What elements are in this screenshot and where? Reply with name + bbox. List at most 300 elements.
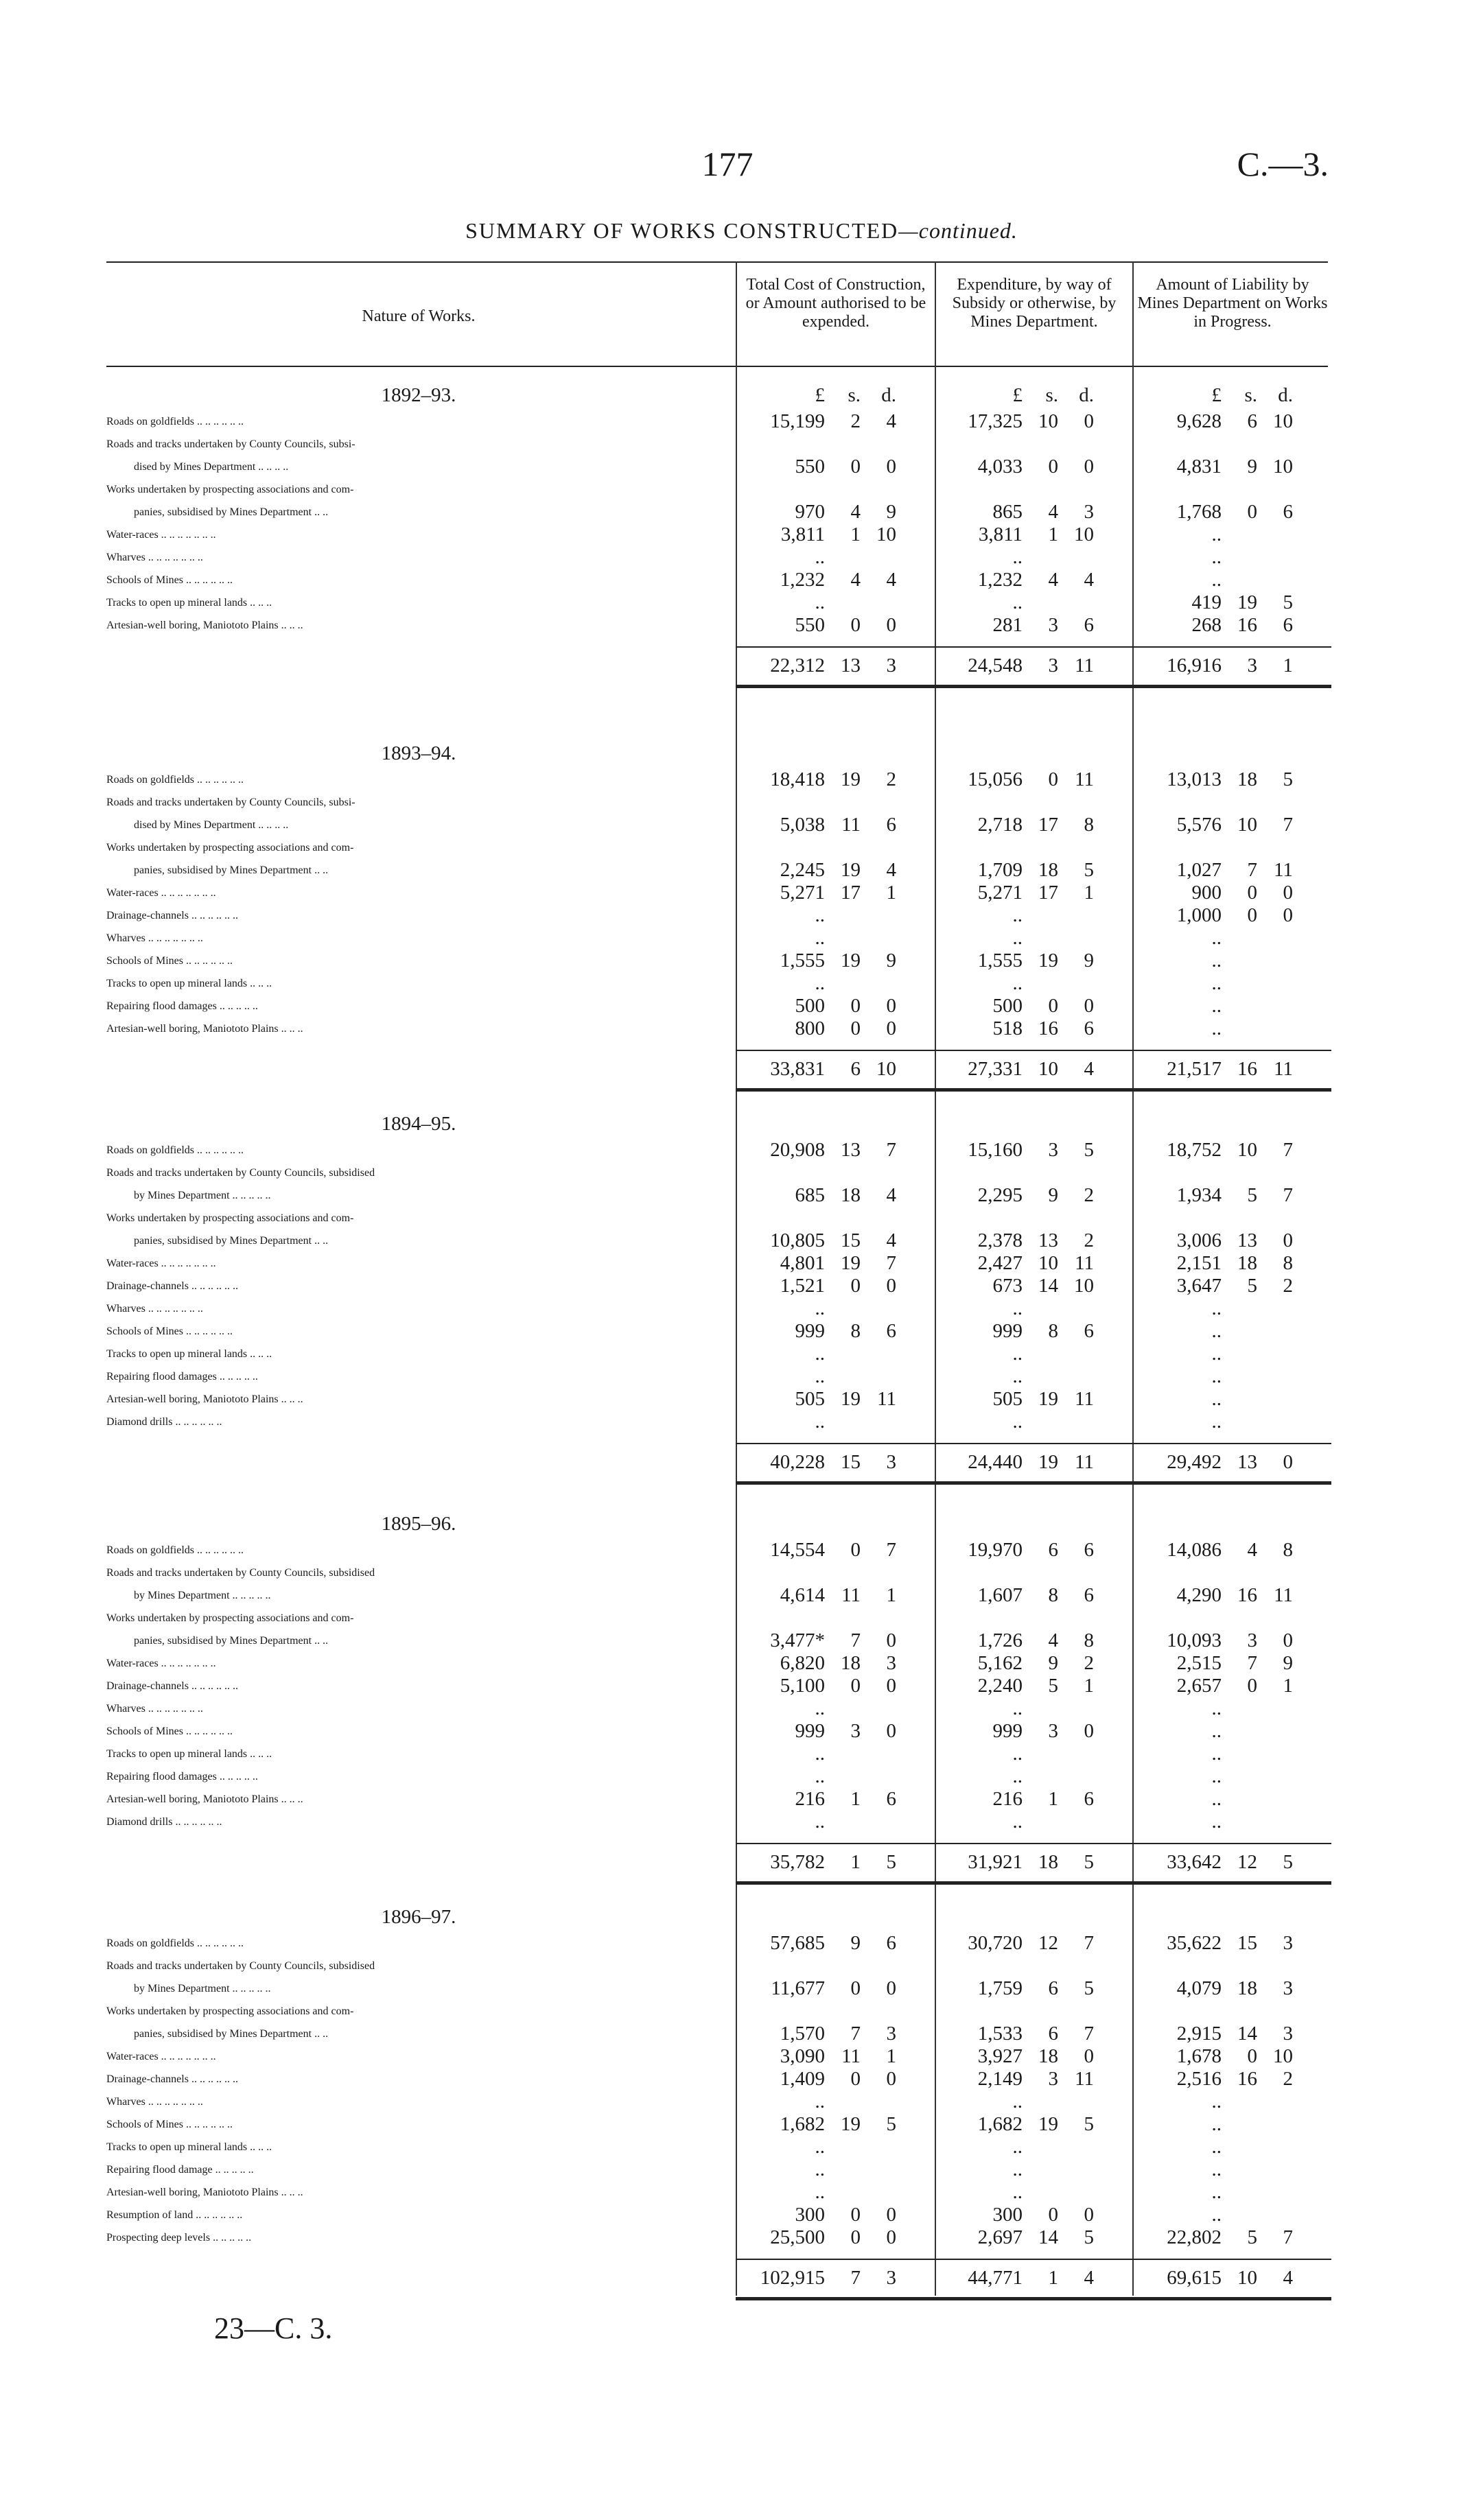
total-c2 [940, 1058, 1112, 1081]
amount-c1 [743, 614, 914, 637]
amount-pounds: 4,614 [780, 1584, 825, 1606]
amount-pounds: .. [1012, 2136, 1023, 2158]
row-label-line: Water-races .. .. .. .. .. .. .. [106, 2051, 216, 2062]
currency-header-c3: £ s. d. [1211, 384, 1293, 406]
amount-c3 [1139, 1388, 1311, 1411]
amount-shillings: 18 [1038, 2045, 1058, 2067]
amount-c2 [940, 2158, 1112, 2181]
amount-pounds: 5,576 [1176, 814, 1222, 836]
amount-pounds: .. [815, 1811, 825, 1833]
amount-c3 [1139, 1811, 1311, 1833]
amount-c3 [1139, 814, 1311, 836]
amount-pounds: 1,709 [977, 859, 1023, 881]
amount-shillings: 9 [850, 1932, 861, 1954]
amount-pounds: 685 [795, 1184, 825, 1206]
amount-pence: 3 [886, 1652, 896, 1674]
amount-c2 [940, 2226, 1112, 2249]
amount-c3 [1139, 904, 1311, 927]
amount-c1 [743, 1788, 914, 1811]
row-label-line: panies, subsidised by Mines Department .. .. [134, 1635, 329, 1647]
total-pounds: 40,228 [770, 1451, 825, 1473]
amount-shillings: 6 [1048, 1539, 1058, 1561]
amount-c1 [743, 2091, 914, 2113]
amount-pounds: .. [815, 904, 825, 926]
row-label-line: Tracks to open up mineral lands .. .. .. [106, 1348, 272, 1360]
amount-pence: 0 [886, 1275, 896, 1297]
amount-c1 [743, 2158, 914, 2181]
row-label [106, 995, 724, 1017]
amount-shillings: 0 [850, 1539, 861, 1561]
amount-shillings: 13 [841, 1139, 861, 1161]
total-shillings: 18 [1038, 1851, 1058, 1873]
amount-pounds: 1,409 [780, 2068, 825, 2090]
amount-pence: 8 [1084, 1629, 1094, 1651]
amount-shillings: 19 [1038, 950, 1058, 972]
amount-c1 [743, 950, 914, 972]
total-shillings: 12 [1237, 1851, 1257, 1873]
amount-shillings: 17 [1038, 814, 1058, 836]
amount-pence: 0 [886, 456, 896, 478]
amount-shillings: 4 [1048, 501, 1058, 523]
amount-c2 [940, 2181, 1112, 2204]
section-year: 1892–93. [381, 384, 456, 406]
amount-pounds: .. [1211, 546, 1222, 568]
row-label [106, 791, 724, 836]
amount-c3 [1139, 546, 1311, 569]
row-label [106, 2158, 724, 2181]
amount-c1 [743, 1743, 914, 1765]
amount-c3 [1139, 1252, 1311, 1275]
amount-c2 [940, 569, 1112, 591]
amount-shillings: 0 [850, 995, 861, 1017]
row-label [106, 523, 724, 546]
row-label-line: Roads and tracks undertaken by County Councils, subsidised [106, 1960, 375, 1972]
amount-c3 [1139, 614, 1311, 637]
row-label [106, 2113, 724, 2136]
amount-pounds: 1,607 [977, 1584, 1023, 1606]
amount-pence: 5 [1084, 2113, 1094, 2135]
amount-c3 [1139, 2226, 1311, 2249]
row-label-line: Roads and tracks undertaken by County Councils, subsi- [106, 438, 355, 450]
amount-shillings: 4 [1048, 1629, 1058, 1651]
amount-pounds: .. [1012, 1811, 1023, 1833]
amount-c1 [743, 1811, 914, 1833]
amount-pounds: .. [815, 1743, 825, 1765]
amount-pounds: 15,199 [770, 410, 825, 432]
amount-c3 [1139, 972, 1311, 995]
amount-pounds: 1,232 [977, 569, 1023, 591]
row-label-line: Drainage-channels .. .. .. .. .. .. [106, 1280, 238, 1292]
row-label [106, 2136, 724, 2158]
amount-c2 [940, 2091, 1112, 2113]
header-nature: Nature of Works. [362, 307, 476, 325]
amount-c3 [1139, 2068, 1311, 2091]
amount-c2 [940, 1765, 1112, 1788]
amount-pence: 9 [886, 501, 896, 523]
amount-c2 [940, 859, 1112, 882]
amount-c2 [940, 1411, 1112, 1433]
total-shillings: 1 [850, 1851, 861, 1873]
row-label-line: Roads on goldfields .. .. .. .. .. .. [106, 416, 244, 427]
amount-c1 [743, 1275, 914, 1297]
amount-c3 [1139, 591, 1311, 614]
amount-shillings: 7 [850, 1629, 861, 1651]
amount-shillings: 3 [1247, 1629, 1257, 1651]
amount-shillings: 0 [1048, 995, 1058, 1017]
amount-c1 [743, 1297, 914, 1320]
amount-pounds: 2,515 [1176, 1652, 1222, 1674]
amount-c3 [1139, 523, 1311, 546]
amount-pounds: 19,970 [968, 1539, 1023, 1561]
amount-c3 [1139, 1584, 1311, 1607]
amount-c3 [1139, 1320, 1311, 1343]
amount-c2 [940, 2113, 1112, 2136]
section-year: 1896–97. [381, 1906, 456, 1928]
amount-pence: 10 [1273, 2045, 1293, 2067]
row-label [106, 2091, 724, 2113]
amount-c3 [1139, 1411, 1311, 1433]
amount-shillings: 0 [850, 1675, 861, 1697]
amount-c3 [1139, 1275, 1311, 1297]
amount-c3 [1139, 1629, 1311, 1652]
amount-c1 [743, 2204, 914, 2226]
amount-pence: 0 [1084, 456, 1094, 478]
amount-shillings: 5 [1247, 2226, 1257, 2248]
amount-pounds: .. [1012, 1343, 1023, 1365]
row-label [106, 1697, 724, 1720]
amount-c3 [1139, 882, 1311, 904]
amount-pounds: .. [815, 1343, 825, 1365]
row-label [106, 1320, 724, 1343]
row-label [106, 546, 724, 569]
amount-shillings: 7 [1247, 859, 1257, 881]
amount-shillings: 11 [841, 814, 861, 836]
amount-c1 [743, 2136, 914, 2158]
total-c2 [940, 2267, 1112, 2289]
amount-c1 [743, 2181, 914, 2204]
amount-c3 [1139, 2204, 1311, 2226]
amount-c3 [1139, 1139, 1311, 1162]
total-pounds: 44,771 [968, 2267, 1023, 2289]
row-label [106, 768, 724, 791]
amount-pence: 1 [886, 882, 896, 904]
amount-pence: 1 [1084, 882, 1094, 904]
amount-pounds: 2,427 [977, 1252, 1023, 1274]
amount-pence: 4 [886, 410, 896, 432]
amount-pounds: 216 [795, 1788, 825, 1810]
amount-c3 [1139, 1539, 1311, 1562]
total-top-rule [736, 1443, 1331, 1444]
row-label-line: Water-races .. .. .. .. .. .. .. [106, 1658, 216, 1669]
amount-pounds: .. [815, 1765, 825, 1787]
amount-c2 [940, 814, 1112, 836]
amount-c3 [1139, 1743, 1311, 1765]
amount-shillings: 4 [850, 501, 861, 523]
amount-pence: 0 [1283, 1629, 1293, 1651]
amount-pounds: 1,682 [977, 2113, 1023, 2135]
amount-c1 [743, 591, 914, 614]
amount-pence: 6 [1084, 1320, 1094, 1342]
amount-pence: 0 [886, 1977, 896, 1999]
amount-shillings: 19 [841, 1388, 861, 1410]
row-label-line: panies, subsidised by Mines Department .. .. [134, 864, 329, 876]
amount-pounds: 300 [795, 2204, 825, 2226]
amount-shillings: 19 [1038, 2113, 1058, 2135]
amount-pence: 3 [886, 2023, 896, 2045]
amount-pence: 0 [1084, 2204, 1094, 2226]
amount-shillings: 19 [1237, 591, 1257, 613]
amount-pounds: 1,759 [977, 1977, 1023, 1999]
amount-pence: 0 [1084, 1720, 1094, 1742]
amount-pounds: .. [1211, 1411, 1222, 1433]
amount-c1 [743, 904, 914, 927]
currency-header-c1: £ s. d. [815, 384, 896, 406]
row-label-line: Roads and tracks undertaken by County Councils, subsidised [106, 1567, 375, 1579]
amount-pence: 0 [886, 1017, 896, 1039]
amount-pounds: 2,240 [977, 1675, 1023, 1697]
row-label [106, 1388, 724, 1411]
amount-c2 [940, 1539, 1112, 1562]
amount-c1 [743, 814, 914, 836]
row-label-line: Artesian-well boring, Maniototo Plains .. .. .. [106, 1793, 303, 1805]
amount-shillings: 1 [850, 523, 861, 545]
amount-shillings: 0 [1247, 2045, 1257, 2067]
row-label-line: Schools of Mines .. .. .. .. .. .. [106, 574, 233, 586]
total-shillings: 13 [1237, 1451, 1257, 1473]
amount-pounds: 300 [992, 2204, 1023, 2226]
amount-pence: 3 [1084, 501, 1094, 523]
amount-c1 [743, 2023, 914, 2045]
amount-pounds: 505 [992, 1388, 1023, 1410]
amount-shillings: 19 [1038, 1388, 1058, 1410]
amount-shillings: 3 [1048, 614, 1058, 636]
total-pence: 4 [1084, 1058, 1094, 1080]
amount-c1 [743, 2045, 914, 2068]
amount-pounds: 1,678 [1176, 2045, 1222, 2067]
amount-c3 [1139, 2113, 1311, 2136]
row-label [106, 614, 724, 637]
total-c3 [1139, 1451, 1311, 1474]
row-label [106, 1765, 724, 1788]
section-year: 1895–96. [381, 1513, 456, 1535]
amount-shillings: 0 [1247, 882, 1257, 904]
total-c2 [940, 1851, 1112, 1874]
total-shillings: 19 [1038, 1451, 1058, 1473]
amount-pounds: 1,555 [780, 950, 825, 972]
amount-c2 [940, 523, 1112, 546]
total-pounds: 29,492 [1167, 1451, 1222, 1473]
amount-pounds: .. [1211, 2158, 1222, 2180]
amount-c1 [743, 1184, 914, 1207]
amount-c3 [1139, 1365, 1311, 1388]
amount-c2 [940, 591, 1112, 614]
amount-c2 [940, 904, 1112, 927]
amount-shillings: 18 [1237, 1252, 1257, 1274]
row-label-line: Drainage-channels .. .. .. .. .. .. [106, 2073, 238, 2085]
amount-c2 [940, 1743, 1112, 1765]
row-label-line: panies, subsidised by Mines Department .. .. [134, 506, 329, 518]
column-divider-3 [1132, 261, 1134, 2296]
amount-c1 [743, 1365, 914, 1388]
amount-c2 [940, 501, 1112, 523]
amount-c3 [1139, 1297, 1311, 1320]
row-label [106, 569, 724, 591]
amount-pounds: .. [1211, 972, 1222, 994]
amount-pence: 3 [1283, 1977, 1293, 1999]
amount-pence: 0 [1283, 1229, 1293, 1251]
row-label-line: Works undertaken by prospecting associations and com- [106, 484, 354, 495]
amount-pence: 0 [1084, 2045, 1094, 2067]
amount-pounds: 1,726 [977, 1629, 1023, 1651]
amount-c1 [743, 523, 914, 546]
amount-c1 [743, 1388, 914, 1411]
total-top-rule [736, 1050, 1331, 1051]
total-shillings: 10 [1038, 1058, 1058, 1080]
amount-c3 [1139, 1675, 1311, 1697]
row-label [106, 2181, 724, 2204]
amount-pence: 10 [1074, 1275, 1094, 1297]
row-label-line: Artesian-well boring, Maniototo Plains .. .. .. [106, 620, 303, 631]
row-label [106, 1343, 724, 1365]
amount-c2 [940, 614, 1112, 637]
amount-pounds: 1,232 [780, 569, 825, 591]
amount-pounds: 1,521 [780, 1275, 825, 1297]
amount-c2 [940, 1343, 1112, 1365]
amount-c2 [940, 1720, 1112, 1743]
amount-c3 [1139, 768, 1311, 791]
amount-pounds: .. [1211, 1017, 1222, 1039]
total-pounds: 102,915 [760, 2267, 825, 2289]
total-pence: 3 [886, 1451, 896, 1473]
amount-pence: 11 [1075, 1388, 1094, 1410]
amount-pence: 0 [886, 1720, 896, 1742]
amount-shillings: 11 [841, 1584, 861, 1606]
amount-pence: 11 [1274, 1584, 1293, 1606]
amount-pounds: 970 [795, 501, 825, 523]
amount-shillings: 2 [850, 410, 861, 432]
amount-c3 [1139, 995, 1311, 1017]
amount-pounds: 1,533 [977, 2023, 1023, 2045]
amount-pounds: .. [1211, 523, 1222, 545]
amount-pence: 7 [886, 1539, 896, 1561]
amount-pounds: 25,500 [770, 2226, 825, 2248]
row-label-line: Schools of Mines .. .. .. .. .. .. [106, 1326, 233, 1337]
amount-pence: 0 [886, 2068, 896, 2090]
total-pence: 10 [876, 1058, 896, 1080]
amount-pounds: 5,038 [780, 814, 825, 836]
amount-pence: 5 [1084, 1139, 1094, 1161]
row-label [106, 1252, 724, 1275]
amount-pounds: 2,697 [977, 2226, 1023, 2248]
total-shillings: 3 [1247, 655, 1257, 676]
amount-c3 [1139, 501, 1311, 523]
amount-pence: 1 [886, 1584, 896, 1606]
amount-pence: 0 [886, 2204, 896, 2226]
row-label-line: Wharves .. .. .. .. .. .. .. [106, 552, 203, 563]
amount-pence: 6 [886, 1320, 896, 1342]
amount-pounds: .. [1012, 972, 1023, 994]
amount-c1 [743, 1320, 914, 1343]
amount-shillings: 4 [1048, 569, 1058, 591]
amount-shillings: 18 [1237, 768, 1257, 790]
amount-c2 [940, 1977, 1112, 2000]
amount-c3 [1139, 1932, 1311, 1955]
amount-pence: 7 [1283, 1139, 1293, 1161]
amount-shillings: 7 [1247, 1652, 1257, 1674]
total-pounds: 69,615 [1167, 2267, 1222, 2289]
amount-c1 [743, 1584, 914, 1607]
amount-pounds: .. [1012, 591, 1023, 613]
amount-pence: 2 [1084, 1184, 1094, 1206]
total-pounds: 24,440 [968, 1451, 1023, 1473]
row-label [106, 1207, 724, 1252]
amount-pence: 10 [1273, 456, 1293, 478]
amount-pounds: .. [1211, 1388, 1222, 1410]
amount-shillings: 14 [1038, 2226, 1058, 2248]
amount-c2 [940, 2045, 1112, 2068]
row-label [106, 1955, 724, 2000]
row-label [106, 1365, 724, 1388]
currency-header-c2: £ s. d. [1012, 384, 1094, 406]
amount-pounds: .. [1211, 1765, 1222, 1787]
amount-pence: 11 [1075, 768, 1094, 790]
amount-c1 [743, 410, 914, 433]
amount-c3 [1139, 1017, 1311, 1040]
amount-pounds: .. [1012, 1697, 1023, 1719]
amount-c3 [1139, 2045, 1311, 2068]
amount-pence: 0 [886, 2226, 896, 2248]
amount-pounds: 10,093 [1167, 1629, 1222, 1651]
amount-c1 [743, 972, 914, 995]
amount-pence: 7 [886, 1139, 896, 1161]
amount-shillings: 15 [1237, 1932, 1257, 1954]
amount-shillings: 13 [1237, 1229, 1257, 1251]
row-label [106, 591, 724, 614]
amount-pounds: .. [1012, 2181, 1023, 2203]
amount-pounds: .. [1211, 1365, 1222, 1387]
amount-pounds: 550 [795, 456, 825, 478]
amount-pounds: .. [1211, 2204, 1222, 2226]
amount-pounds: 4,801 [780, 1252, 825, 1274]
amount-c2 [940, 1229, 1112, 1252]
amount-pence: 5 [1084, 2226, 1094, 2248]
amount-pounds: 22,802 [1167, 2226, 1222, 2248]
row-label-line: Tracks to open up mineral lands .. .. .. [106, 1748, 272, 1760]
amount-c1 [743, 2068, 914, 2091]
amount-pounds: .. [1211, 2113, 1222, 2135]
amount-pounds: 550 [795, 614, 825, 636]
row-label [106, 904, 724, 927]
row-label [106, 1743, 724, 1765]
amount-pence: 1 [1283, 1675, 1293, 1697]
amount-pence: 8 [1084, 814, 1094, 836]
amount-pounds: 1,555 [977, 950, 1023, 972]
amount-pounds: .. [1211, 1788, 1222, 1810]
amount-c1 [743, 927, 914, 950]
amount-shillings: 17 [1038, 882, 1058, 904]
total-c3 [1139, 1058, 1311, 1081]
amount-shillings: 7 [850, 2023, 861, 2045]
row-label [106, 950, 724, 972]
amount-pounds: 18,418 [770, 768, 825, 790]
amount-pounds: .. [815, 2181, 825, 2203]
amount-c2 [940, 768, 1112, 791]
total-c1 [743, 2267, 914, 2289]
amount-pounds: 3,006 [1176, 1229, 1222, 1251]
amount-c2 [940, 1320, 1112, 1343]
footer-signature: 23—C. 3. [214, 2311, 333, 2345]
row-label [106, 433, 724, 478]
